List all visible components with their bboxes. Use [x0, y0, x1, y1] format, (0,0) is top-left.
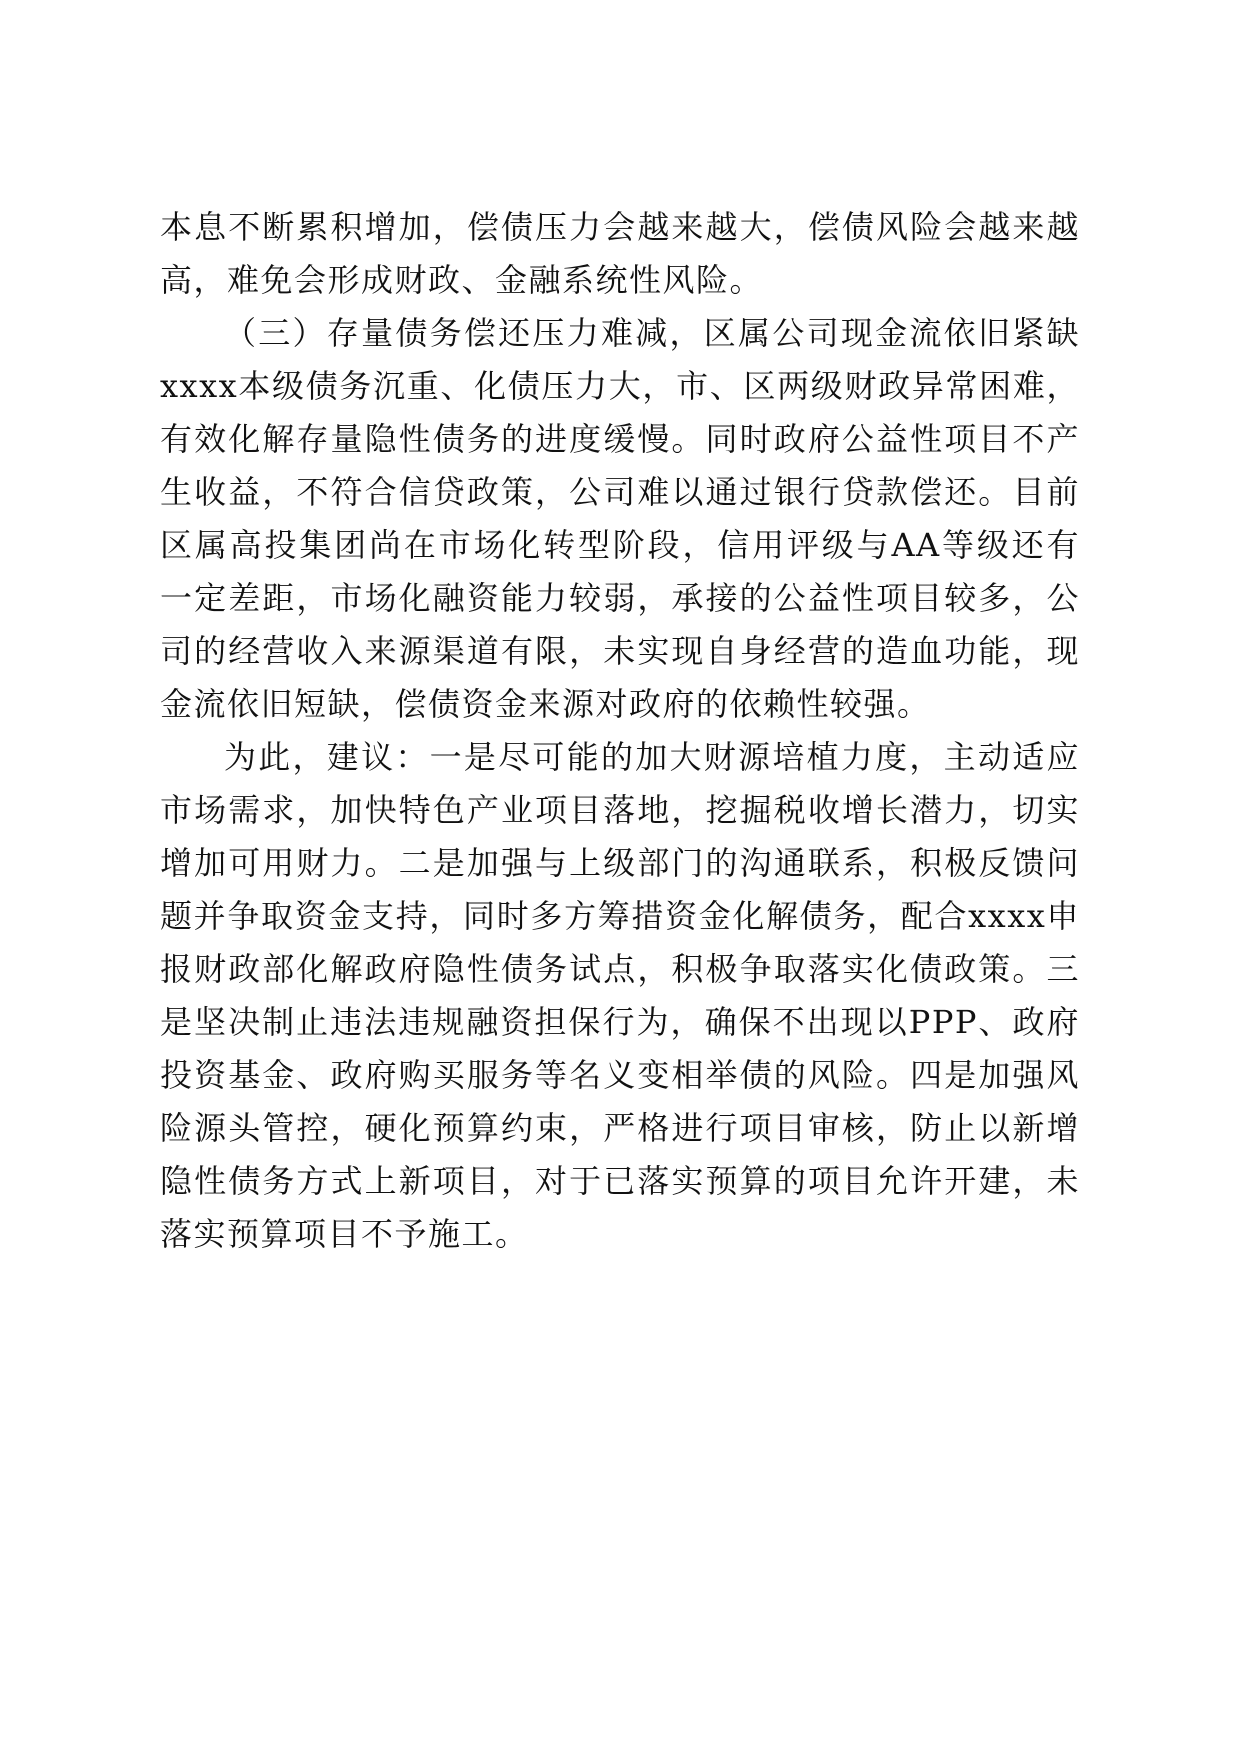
document-body	[160, 201, 1080, 1261]
paragraph-recommendations: 为此，建议：一是尽可能的加大财源培植力度，主动适应市场需求，加快特色产业项目落地，挖掘税收增长潜力，切实增加可用财力。二是加强与上级部门的沟通联系，积极反馈问题并争取资金支持，同时多方筹措资金化解债务，配合xxxx申报财政部化解政府隐性债务试点，积极争取落实化债政策。三是坚决制止违法违规融资担保行为，确保不出现以PPP、政府投资基金、政府购买服务等名义变相举债的风险。四是加强风险源头管控，硬化预算约束，严格进行项目审核，防止以新增隐性债务方式上新项目，对于已落实预算的项目允许开建，未落实预算项目不予施工。	[160, 738, 1080, 1253]
paragraph-continuation: 本息不断累积增加，偿债压力会越来越大，偿债风险会越来越高，难免会形成财政、金融系统性风险。	[160, 208, 1080, 299]
paragraph-section-three: （三）存量债务偿还压力难减，区属公司现金流依旧紧缺xxxx本级债务沉重、化债压力大，市、区两级财政异常困难，有效化解存量隐性债务的进度缓慢。同时政府公益性项目不产生收益，不符合信贷政策，公司难以通过银行贷款偿还。目前区属高投集团尚在市场化转型阶段，信用评级与AA等级还有一定差距，市场化融资能力较弱，承接的公益性项目较多，公司的经营收入来源渠道有限，未实现自身经营的造血功能，现金流依旧短缺，偿债资金来源对政府的依赖性较强。	[160, 314, 1080, 723]
